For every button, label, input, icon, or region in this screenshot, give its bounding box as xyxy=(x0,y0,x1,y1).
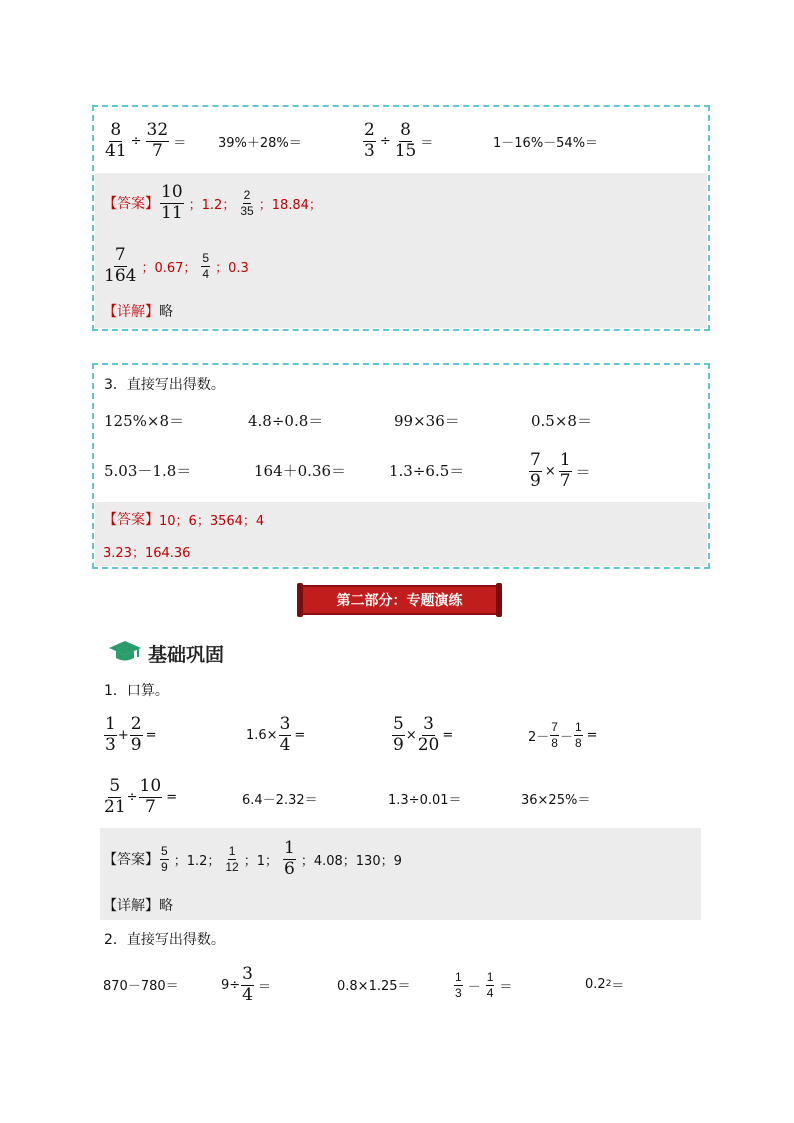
q3-answer-row-2: 3.23；164.36 xyxy=(103,545,191,561)
q1-problem-7: 1.3÷0.01＝ xyxy=(388,792,462,808)
q3-problem-3: 99×36＝ xyxy=(394,411,460,430)
question-3-title: 3．直接写出得数。 xyxy=(104,377,225,393)
q1-problem-4: 2－ $\frac{7}{8}$ － $\frac{1}{8}$ = xyxy=(528,719,598,750)
answer-label: 【答案】 xyxy=(103,196,159,212)
fraction: $\frac{8}{41}$ xyxy=(105,119,127,161)
q2-problem-2: 9÷ $\frac{3}{4}$ ＝ xyxy=(221,963,272,1005)
q1-explain-row: 【详解】 略 xyxy=(103,898,173,914)
q1-problem-1: $\frac{1}{3}$ + $\frac{2}{9}$ = xyxy=(105,713,157,755)
question-2-title: 2．直接写出得数。 xyxy=(104,932,225,948)
q3-answer-row-1: 【答案】 10；6；3564；4 xyxy=(103,512,265,529)
q1-problem-3: $\frac{5}{9}$ × $\frac{3}{20}$ = xyxy=(393,713,454,755)
problem-2: 39%＋28%＝ xyxy=(218,135,302,151)
section-heading: 基础巩固 xyxy=(108,638,224,669)
q2-problem-4: $\frac{1}{3}$ － $\frac{1}{4}$ ＝ xyxy=(455,969,513,1000)
answer-row-1: 【答案】 $\frac{10}{11}$ ；1.2； $\frac{2}{35}$ ；18.84； xyxy=(103,181,322,223)
q3-problem-2: 4.8÷0.8＝ xyxy=(248,411,324,430)
q3-problem-7: 1.3÷6.5＝ xyxy=(389,461,465,480)
q3-problem-4: 0.5×8＝ xyxy=(531,411,592,430)
q1-problem-5: $\frac{5}{21}$ ÷ $\frac{10}{7}$ = xyxy=(104,775,178,817)
q3-problem-5: 5.03－1.8＝ xyxy=(104,461,192,480)
section-banner: 第二部分：专题演练 xyxy=(303,585,496,615)
explain-row-1: 【详解】 略 xyxy=(103,304,173,320)
graduation-cap-icon xyxy=(108,638,142,669)
q1-answer-row: 【答案】 $\frac{5}{9}$ ；1.2； $\frac{1}{12}$ ；1； $\frac{1}{6}$ ；4.08；130；9 xyxy=(103,837,402,879)
q3-problem-1: 125%×8＝ xyxy=(104,411,184,430)
fraction: $\frac{32}{7}$ xyxy=(146,119,169,161)
q1-problem-6: 6.4－2.32＝ xyxy=(242,792,318,808)
answer-row-2: $\frac{7}{164}$ ；0.67； $\frac{5}{4}$ ；0.3 xyxy=(104,244,249,286)
q1-problem-2: 1.6× $\frac{3}{4}$ = xyxy=(246,713,306,755)
q2-problem-5: 0.2 2 ＝ xyxy=(585,976,625,994)
problem-4: 1－16%－54%＝ xyxy=(493,135,599,151)
problem-1: $\frac{8}{41}$ ÷ $\frac{32}{7}$ ＝ xyxy=(105,119,187,161)
q3-problem-6: 164＋0.36＝ xyxy=(254,461,347,480)
question-1-title: 1．口算。 xyxy=(104,683,169,699)
q2-problem-1: 870－780＝ xyxy=(103,978,179,994)
q3-problem-8: $\frac{7}{9}$ × $\frac{1}{7}$ ＝ xyxy=(530,449,591,491)
q2-problem-3: 0.8×1.25＝ xyxy=(337,978,411,994)
problem-3: $\frac{2}{3}$ ÷ $\frac{8}{15}$ ＝ xyxy=(364,119,434,161)
q1-problem-8: 36×25%＝ xyxy=(521,792,591,808)
